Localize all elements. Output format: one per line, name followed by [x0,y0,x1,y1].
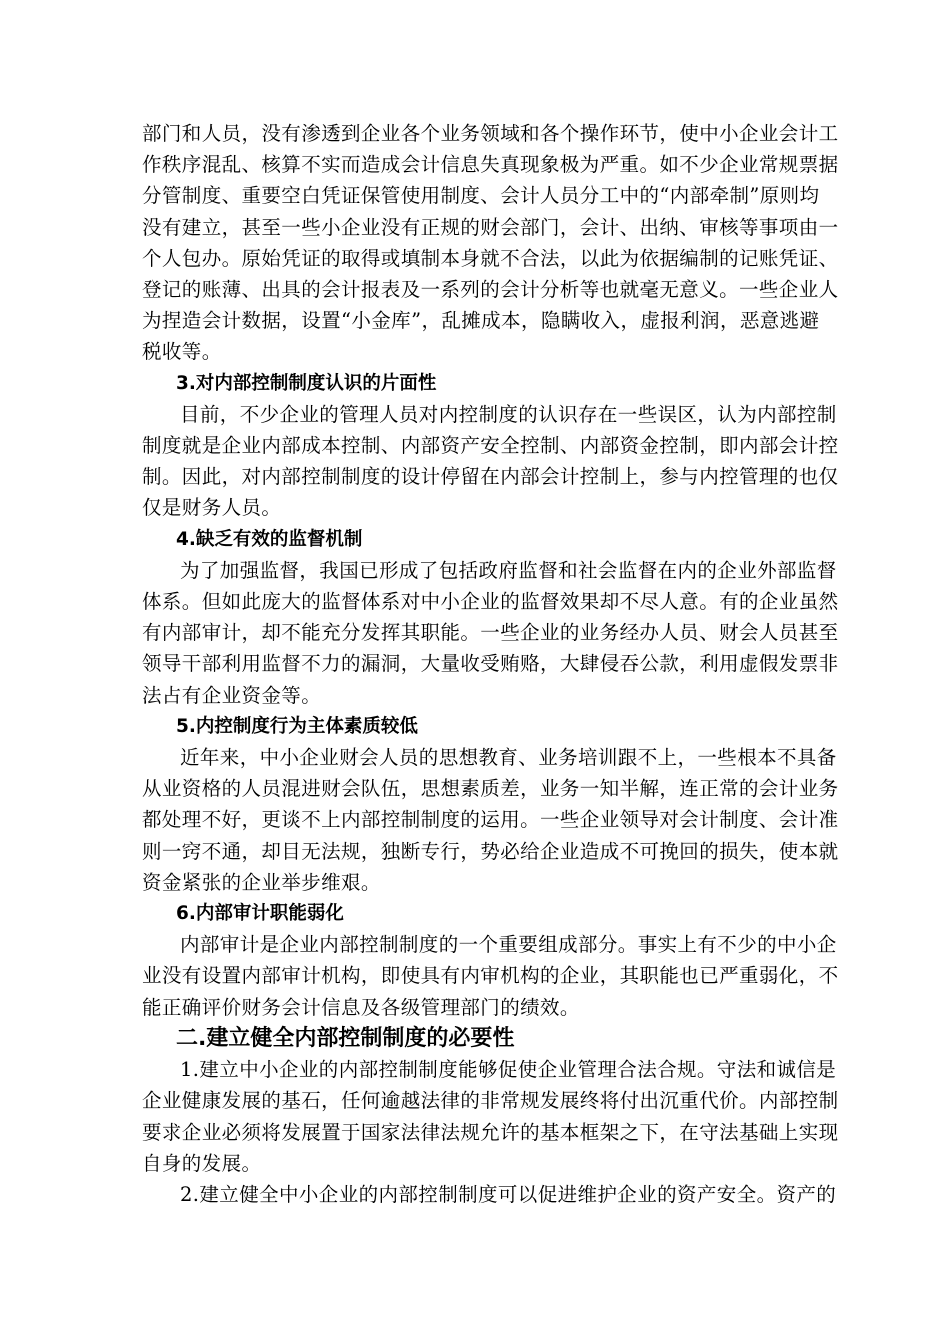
paragraph-3 [142,399,839,524]
subheading-4: 4.缺乏有效的监督机制 [176,528,363,550]
text-line: 企业健康发展的基石，任何逾越法律的非常规发展终将付出沉重代价。内部控制 [142,1089,839,1113]
text-line: 制。因此，对内部控制制度的设计停留在内部会计控制上，参与内控管理的也仅 [142,465,839,489]
text-line: 登记的账薄、出具的会计报表及一系列的会计分析等也就毫无意义。一些企业人 [142,278,839,302]
text-line: 内部审计是企业内部控制制度的一个重要组成部分。事实上有不少的中小企 [180,933,837,957]
paragraph-5 [142,742,839,898]
text-line: 作秩序混乱、核算不实而造成会计信息失真现象极为严重。如不少企业常规票据 [142,153,839,177]
subheading-6: 6.内部审计职能弱化 [176,903,344,925]
document-page [142,118,839,1210]
text-line: 近年来，中小企业财会人员的思想教育、业务培训跟不上，一些根本不具备 [180,746,837,770]
subheading-5: 5.内控制度行为主体素质较低 [176,715,418,737]
text-line: 分管制度、重要空白凭证保管使用制度、会计人员分工中的“内部牵制”原则均 [142,184,820,208]
paragraph-intro [142,118,839,368]
text-line: 有内部审计，却不能充分发挥其职能。一些企业的业务经办人员、财会人员甚至 [142,621,839,645]
text-line: 制度就是企业内部成本控制、内部资产安全控制、内部资金控制，即内部会计控 [142,434,839,458]
text-line: 个人包办。原始凭证的取得或填制本身就不合法，以此为依据编制的记账凭证、 [142,246,839,270]
text-line: 1.建立中小企业的内部控制制度能够促使企业管理合法合规。守法和诚信是 [180,1058,837,1082]
text-line: 领导干部利用监督不力的漏洞，大量收受贿赂，大肆侵吞公款，利用虚假发票非 [142,652,839,676]
text-line: 2.建立健全中小企业的内部控制制度可以促进维护企业的资产安全。资产的 [180,1182,837,1206]
subheading-3: 3.对内部控制制度认识的片面性 [176,372,437,394]
text-line: 体系。但如此庞大的监督体系对中小企业的监督效果却不尽人意。有的企业虽然 [142,590,839,614]
text-line: 都处理不好，更谈不上内部控制制度的运用。一些企业领导对会计制度、会计准 [142,808,839,832]
paragraph-6 [142,929,839,1023]
text-line: 要求企业必须将发展置于国家法律法规允许的基本框架之下，在守法基础上实现 [142,1120,839,1144]
paragraph-section2-2 [142,1179,837,1210]
text-line: 仅是财务人员。 [142,496,282,520]
paragraph-section2-1 [142,1054,839,1179]
text-line: 则一窍不通，却目无法规，独断专行，势必给企业造成不可挽回的损失，使本就 [142,839,839,863]
section-heading-2: 二.建立健全内部控制制度的必要性 [176,1025,515,1051]
text-line: 从业资格的人员混进财会队伍，思想素质差，业务一知半解，连正常的会计业务 [142,777,839,801]
paragraph-4 [142,555,839,711]
text-line: 为捏造会计数据，设置“小金库”，乱摊成本，隐瞒收入，虚报利润，恶意逃避 [142,309,820,333]
text-line: 没有建立，甚至一些小企业没有正规的财会部门，会计、出纳、审核等事项由一 [142,215,839,239]
text-line: 法占有企业资金等。 [142,683,322,707]
text-line: 为了加强监督，我国已形成了包括政府监督和社会监督在内的企业外部监督 [180,558,837,582]
text-line: 资金紧张的企业举步维艰。 [142,870,381,894]
text-line: 能正确评价财务会计信息及各级管理部门的绩效。 [142,995,580,1019]
text-line: 自身的发展。 [142,1151,262,1175]
text-line: 业没有设置内部审计机构，即使具有内审机构的企业，其职能也已严重弱化，不 [142,964,839,988]
text-line: 目前，不少企业的管理人员对内控制度的认识存在一些误区，认为内部控制 [180,402,837,426]
text-line: 税收等。 [142,340,222,364]
text-line: 部门和人员，没有渗透到企业各个业务领域和各个操作环节，使中小企业会计工 [142,122,839,145]
